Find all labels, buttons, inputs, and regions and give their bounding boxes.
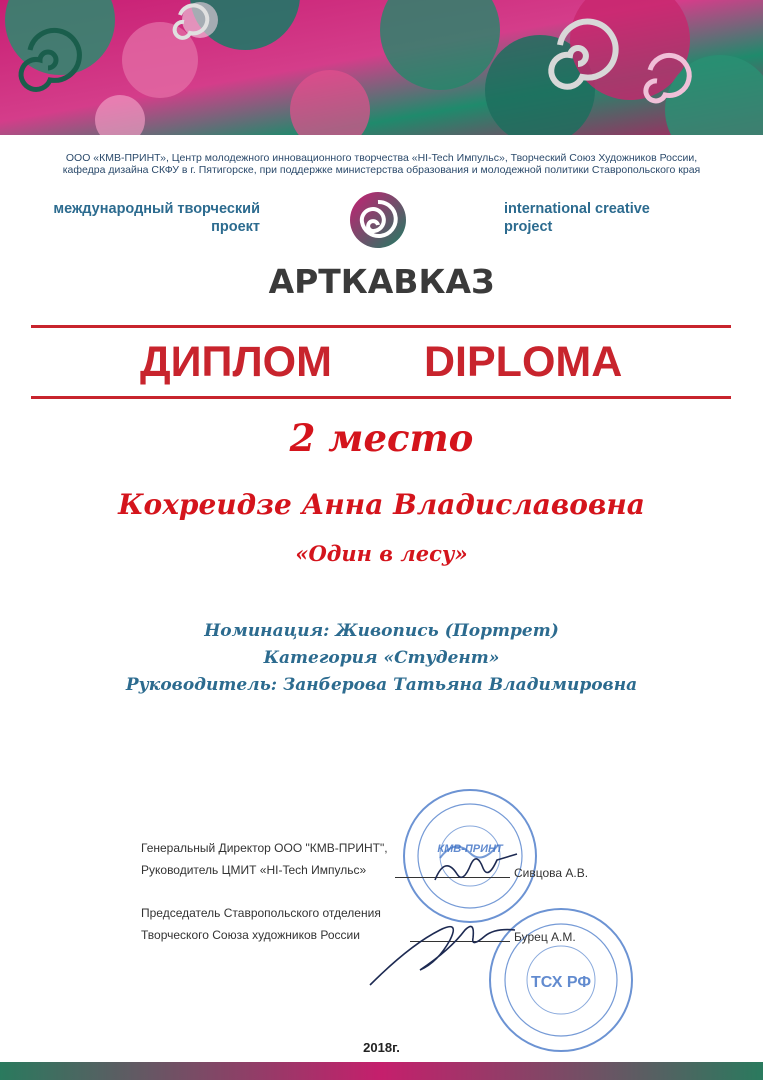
top-divider (31, 325, 731, 328)
signatory-2-line-2: Творческого Союза художников России (141, 928, 360, 942)
project-label-en-line-2: project (504, 219, 553, 235)
work-title: «Один в лесу» (295, 541, 468, 566)
year: 2018г. (363, 1040, 400, 1055)
category: Категория «Студент» (263, 648, 500, 668)
spiral-logo-icon (346, 190, 410, 250)
bottom-divider (31, 396, 731, 399)
stamp-1-label: КМВ-ПРИНТ (437, 843, 503, 855)
diploma-title-ru: ДИПЛОМ (140, 338, 332, 386)
handwritten-signature-1 (430, 850, 530, 890)
handwritten-signature-2 (360, 905, 520, 995)
signatory-1-title (141, 837, 388, 881)
signatory-2-title (141, 902, 381, 946)
project-label-ru-line-1: международный творческий (53, 201, 260, 217)
award-place: 2 место (289, 416, 474, 460)
project-label-ru (40, 200, 260, 236)
recipient-name: Кохреидзе Анна Владиславовна (118, 488, 645, 521)
artkavkaz-logo (346, 190, 410, 250)
banner-art (0, 0, 763, 135)
brand-name: АРТКАВКАЗ (268, 262, 495, 301)
project-label-ru-line-2: проект (211, 219, 260, 235)
project-label-en (504, 200, 724, 236)
organizers-line-1: ООО «КМВ-ПРИНТ», Центр молодежного инновационного творчества «HI-Tech Импульс», Творческий Союз Художников России, (65, 152, 698, 164)
nomination: Номинация: Живопись (Портрет) (204, 621, 559, 641)
signatory-1-line-1: Генеральный Директор ООО "КМВ-ПРИНТ", (141, 841, 388, 855)
supervisor: Руководитель: Занберова Татьяна Владимировна (125, 675, 638, 695)
project-label-en-line-1: international creative (504, 201, 650, 217)
signatory-1-name: Сивцова А.В. (514, 866, 589, 880)
signatory-2-name: Бурец А.М. (514, 930, 576, 944)
diploma-title-en: DIPLOMA (424, 338, 623, 386)
organizers-line-2: кафедра дизайна СКФУ в г. Пятигорске, при поддержке министерства образования и молодежной политики Ставропольского края (62, 164, 701, 176)
decorative-footer-bar (0, 1062, 763, 1080)
stamp-2-label: ТСХ РФ (531, 974, 591, 991)
signatory-2-line-1: Председатель Ставропольского отделения (141, 906, 381, 920)
decorative-banner (0, 0, 763, 135)
signatory-1-line-2: Руководитель ЦМИТ «HI-Tech Импульс» (141, 863, 367, 877)
